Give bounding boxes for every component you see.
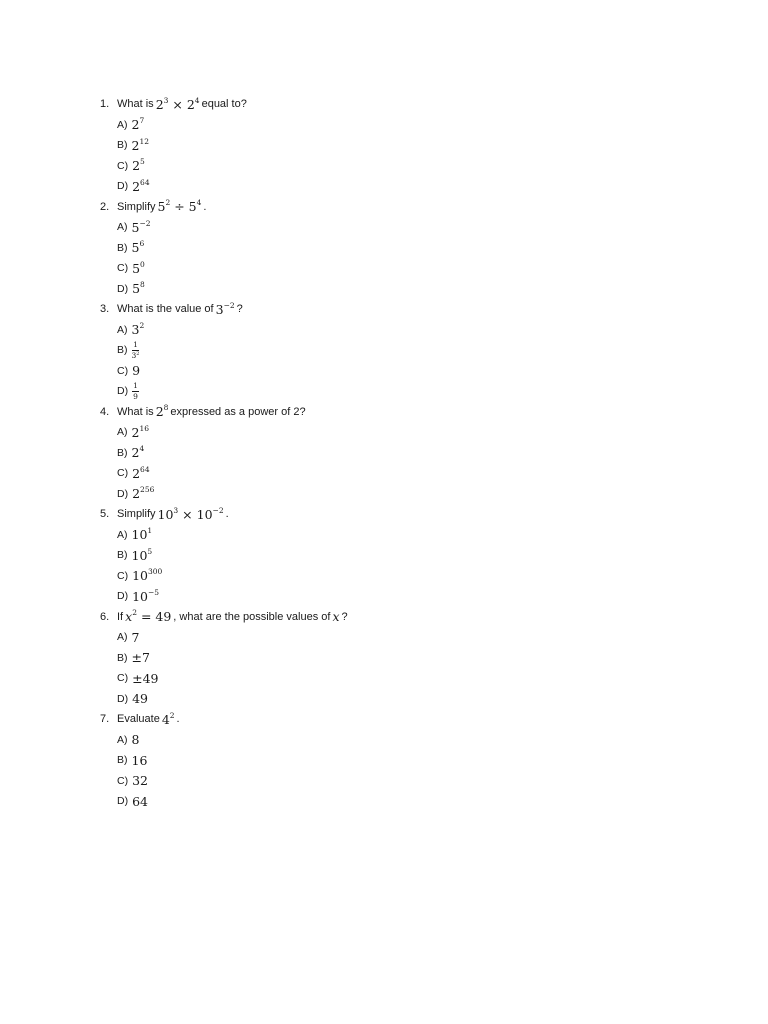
question-number: 4. bbox=[100, 405, 110, 418]
stem-text: What is the value of bbox=[117, 303, 214, 316]
answer-option bbox=[100, 217, 660, 238]
stem-text: Evaluate bbox=[117, 713, 160, 726]
stem-text: , what are the possible values of bbox=[173, 610, 331, 623]
option-value bbox=[132, 158, 145, 173]
option-letter: D) bbox=[117, 282, 129, 295]
stem-text: What is bbox=[117, 405, 154, 418]
option-base: 2 bbox=[132, 486, 141, 502]
question-1 bbox=[100, 94, 660, 197]
stem-text: . bbox=[225, 508, 229, 521]
option-base: 5 bbox=[132, 260, 141, 276]
option-fraction bbox=[132, 382, 139, 400]
option-letter: C) bbox=[117, 672, 129, 685]
option-base: ±49 bbox=[132, 670, 159, 686]
option-letter: B) bbox=[117, 754, 128, 767]
stem-math: $4^2$ bbox=[161, 710, 175, 727]
option-base: 2 bbox=[131, 117, 140, 133]
option-letter: B) bbox=[117, 241, 128, 254]
option-letter: B) bbox=[117, 446, 128, 459]
option-value bbox=[132, 527, 153, 542]
option-base: 10 bbox=[131, 527, 148, 543]
option-base: 16 bbox=[131, 752, 148, 768]
question-stem bbox=[100, 504, 660, 525]
stem-text: ? bbox=[341, 610, 348, 623]
stem-text: What is bbox=[117, 98, 154, 111]
option-letter: D) bbox=[117, 180, 129, 193]
stem-math: $2^3 \times 2^4$ bbox=[155, 95, 200, 112]
answer-option bbox=[100, 361, 660, 382]
answer-option bbox=[100, 463, 660, 484]
option-base: 8 bbox=[131, 732, 140, 748]
option-letter: D) bbox=[117, 487, 129, 500]
option-fraction bbox=[132, 341, 140, 359]
question-4 bbox=[100, 402, 660, 505]
option-value bbox=[132, 773, 148, 788]
option-base: 2 bbox=[131, 445, 140, 461]
option-base: 2 bbox=[132, 158, 141, 174]
question-stem bbox=[100, 94, 660, 115]
option-value bbox=[132, 732, 140, 747]
option-exponent: 0 bbox=[140, 259, 145, 269]
stem-math: $3^{-2}$ bbox=[215, 300, 235, 317]
stem-text: ? bbox=[236, 303, 243, 316]
option-letter: C) bbox=[117, 467, 129, 480]
question-stem bbox=[100, 299, 660, 320]
answer-option bbox=[100, 176, 660, 197]
answer-option bbox=[100, 115, 660, 136]
answer-option bbox=[100, 586, 660, 607]
option-value bbox=[132, 568, 162, 583]
option-value bbox=[132, 630, 140, 645]
answer-option bbox=[100, 320, 660, 341]
question-number: 3. bbox=[100, 303, 110, 316]
answer-option bbox=[100, 750, 660, 771]
option-value bbox=[132, 589, 159, 604]
fraction-numerator: 1 bbox=[133, 381, 138, 391]
option-exponent: 5 bbox=[147, 546, 153, 556]
stem-text: . bbox=[176, 713, 180, 726]
option-value bbox=[132, 466, 150, 481]
option-value bbox=[132, 179, 150, 194]
fraction-numerator: 1 bbox=[133, 340, 138, 350]
option-letter: B) bbox=[117, 651, 128, 664]
option-value bbox=[132, 281, 145, 296]
option-letter: B) bbox=[117, 344, 128, 357]
stem-math: $x^2 = 49$ bbox=[125, 608, 172, 625]
option-value bbox=[132, 794, 148, 809]
option-letter: D) bbox=[117, 590, 129, 603]
option-base: 7 bbox=[131, 629, 140, 645]
option-value bbox=[132, 671, 158, 686]
question-stem bbox=[100, 197, 660, 218]
option-base: 10 bbox=[132, 568, 148, 584]
question-number: 6. bbox=[100, 610, 110, 623]
option-base: 2 bbox=[132, 465, 141, 481]
option-base: 5 bbox=[131, 219, 140, 235]
denominator-exponent: 2 bbox=[136, 350, 140, 357]
fraction-denominator bbox=[132, 351, 140, 360]
answer-option bbox=[100, 668, 660, 689]
option-letter: C) bbox=[117, 159, 129, 172]
option-base: ±7 bbox=[131, 650, 150, 666]
option-base: 5 bbox=[132, 281, 141, 297]
option-exponent: 16 bbox=[139, 423, 149, 433]
answer-option bbox=[100, 381, 660, 402]
option-letter: B) bbox=[117, 139, 128, 152]
stem-text: If bbox=[117, 610, 124, 623]
option-value bbox=[132, 445, 145, 460]
stem-math: x bbox=[332, 609, 340, 625]
question-number: 7. bbox=[100, 713, 110, 726]
option-value bbox=[132, 261, 145, 276]
option-base: 2 bbox=[131, 137, 140, 153]
exponent-worksheet bbox=[100, 94, 660, 812]
option-letter: A) bbox=[117, 631, 128, 644]
question-3 bbox=[100, 299, 660, 402]
answer-option bbox=[100, 422, 660, 443]
answer-option bbox=[100, 279, 660, 300]
question-stem bbox=[100, 402, 660, 423]
option-exponent: −2 bbox=[139, 218, 151, 228]
answer-option bbox=[100, 443, 660, 464]
option-exponent: 12 bbox=[139, 136, 149, 146]
option-exponent: 1 bbox=[147, 526, 153, 536]
stem-text: . bbox=[203, 200, 207, 213]
option-value bbox=[132, 691, 148, 706]
option-value bbox=[132, 220, 151, 235]
answer-option bbox=[100, 791, 660, 812]
stem-text: Simplify bbox=[117, 508, 156, 521]
option-exponent: 7 bbox=[139, 116, 145, 126]
option-base: 10 bbox=[131, 547, 148, 563]
answer-option bbox=[100, 156, 660, 177]
option-letter: C) bbox=[117, 774, 129, 787]
answer-option bbox=[100, 627, 660, 648]
question-5 bbox=[100, 504, 660, 607]
answer-option bbox=[100, 525, 660, 546]
denominator-base: 9 bbox=[133, 391, 138, 401]
option-exponent: 2 bbox=[139, 321, 145, 331]
question-2 bbox=[100, 197, 660, 300]
option-value bbox=[132, 138, 150, 153]
option-letter: A) bbox=[117, 323, 128, 336]
answer-option bbox=[100, 545, 660, 566]
answer-option bbox=[100, 135, 660, 156]
option-value bbox=[132, 363, 140, 378]
answer-option bbox=[100, 566, 660, 587]
option-base: 49 bbox=[132, 691, 148, 707]
option-value bbox=[132, 486, 154, 501]
question-stem bbox=[100, 709, 660, 730]
option-value bbox=[132, 753, 148, 768]
option-letter: D) bbox=[117, 795, 129, 808]
option-letter: A) bbox=[117, 733, 128, 746]
option-exponent: 256 bbox=[140, 485, 155, 495]
question-number: 2. bbox=[100, 200, 110, 213]
option-exponent: 8 bbox=[140, 280, 145, 290]
option-letter: C) bbox=[117, 364, 129, 377]
answer-option bbox=[100, 771, 660, 792]
answer-option bbox=[100, 730, 660, 751]
option-exponent: 64 bbox=[140, 177, 150, 187]
option-letter: B) bbox=[117, 549, 128, 562]
option-base: 3 bbox=[131, 322, 140, 338]
option-base: 64 bbox=[132, 793, 148, 809]
option-value bbox=[132, 240, 145, 255]
question-7 bbox=[100, 709, 660, 812]
option-value bbox=[132, 322, 145, 337]
option-exponent: 4 bbox=[139, 444, 145, 454]
option-value bbox=[132, 650, 150, 665]
answer-option bbox=[100, 238, 660, 259]
answer-option bbox=[100, 340, 660, 361]
question-number: 1. bbox=[100, 98, 110, 111]
option-exponent: 5 bbox=[140, 157, 145, 167]
option-letter: D) bbox=[117, 692, 129, 705]
option-letter: C) bbox=[117, 262, 129, 275]
answer-option bbox=[100, 648, 660, 669]
question-number: 5. bbox=[100, 508, 110, 521]
answer-option bbox=[100, 258, 660, 279]
stem-math: $5^2 \div 5^4$ bbox=[157, 198, 202, 215]
stem-math: $2^8$ bbox=[155, 403, 169, 420]
fraction-denominator bbox=[133, 392, 138, 401]
answer-option bbox=[100, 484, 660, 505]
stem-text: equal to? bbox=[201, 98, 247, 111]
option-letter: A) bbox=[117, 426, 128, 439]
option-letter: C) bbox=[117, 569, 129, 582]
option-base: 9 bbox=[132, 363, 141, 379]
option-exponent: 6 bbox=[139, 239, 145, 249]
option-exponent: 300 bbox=[148, 567, 163, 577]
stem-math: $10^3 \times 10^{-2}$ bbox=[157, 505, 224, 522]
option-base: 32 bbox=[132, 773, 148, 789]
option-value bbox=[132, 425, 150, 440]
denominator-base: 3 bbox=[131, 350, 137, 360]
stem-text: expressed as a power of 2? bbox=[170, 405, 306, 418]
option-exponent: −5 bbox=[148, 587, 160, 597]
option-letter: A) bbox=[117, 528, 128, 541]
option-letter: D) bbox=[117, 385, 129, 398]
question-6 bbox=[100, 607, 660, 710]
answer-option bbox=[100, 689, 660, 710]
option-value bbox=[132, 117, 145, 132]
option-base: 5 bbox=[131, 240, 140, 256]
option-base: 2 bbox=[132, 178, 141, 194]
option-exponent: 64 bbox=[140, 464, 150, 474]
option-letter: A) bbox=[117, 118, 128, 131]
stem-text: Simplify bbox=[117, 200, 156, 213]
option-value bbox=[132, 548, 153, 563]
option-letter: A) bbox=[117, 221, 128, 234]
question-stem bbox=[100, 607, 660, 628]
option-base: 2 bbox=[131, 424, 140, 440]
option-base: 10 bbox=[132, 588, 148, 604]
